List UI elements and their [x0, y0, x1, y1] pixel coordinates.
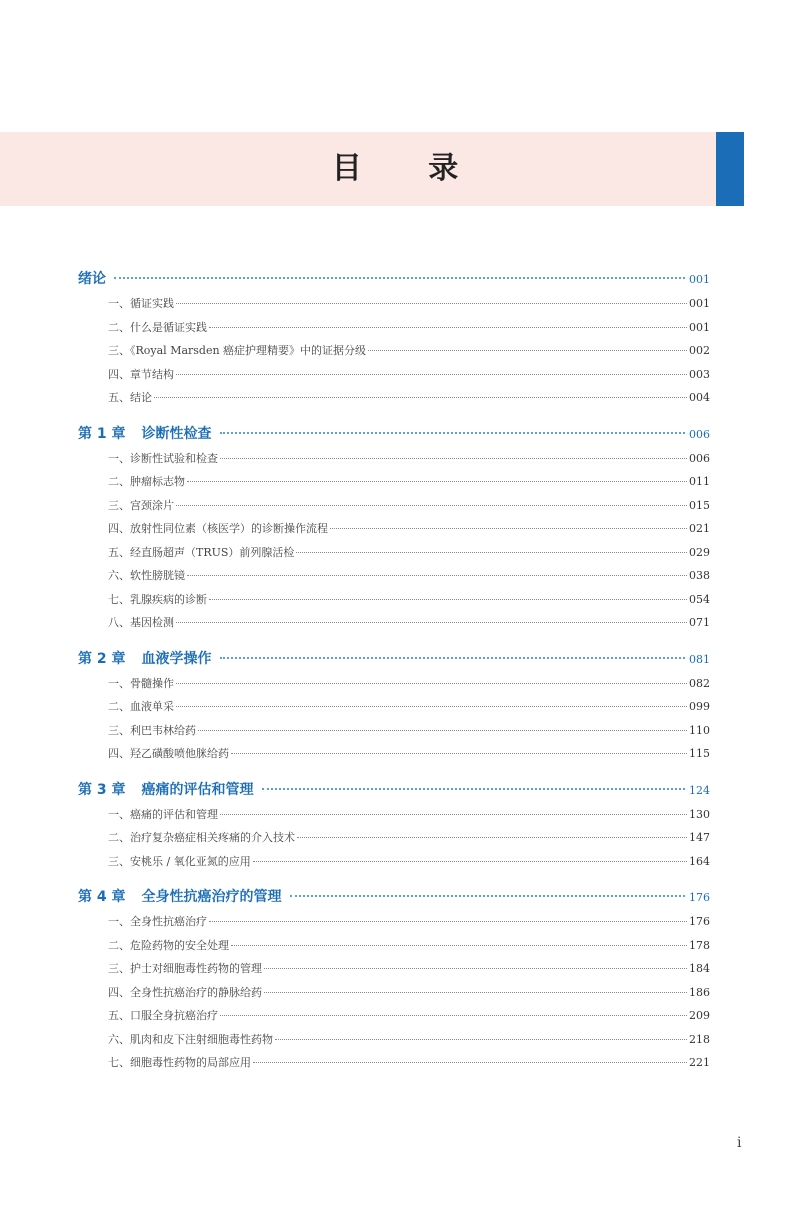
- dot-leader: [264, 968, 687, 969]
- dot-leader: [220, 814, 687, 815]
- entry-page: 001: [689, 297, 710, 310]
- chapter-page: 006: [689, 427, 710, 441]
- chapter-number: 第 3 章: [78, 781, 126, 798]
- dot-leader: [253, 1062, 687, 1063]
- entry-page: 184: [689, 962, 710, 975]
- dot-leader: [176, 622, 687, 623]
- dot-leader: [231, 753, 687, 754]
- entry-page: 178: [689, 938, 710, 952]
- toc-entry[interactable]: [78, 984, 710, 1008]
- entry-page: 004: [689, 391, 710, 404]
- toc-entry[interactable]: [78, 1007, 710, 1031]
- entry-page: 015: [689, 498, 710, 512]
- entry-label: 二、什么是循证实践: [108, 320, 207, 334]
- dot-leader: [275, 1039, 687, 1040]
- entry-label: 一、全身性抗癌治疗: [108, 915, 207, 928]
- toc-entry[interactable]: [78, 960, 710, 984]
- entry-label: 四、章节结构: [108, 367, 174, 381]
- dot-leader: [368, 350, 687, 351]
- entry-label: 四、羟乙磺酸喷他脒给药: [108, 747, 229, 760]
- toc-entry[interactable]: [78, 913, 710, 937]
- entry-label: 六、肌肉和皮下注射细胞毒性药物: [108, 1032, 273, 1046]
- entry-label: 二、危险药物的安全处理: [108, 938, 229, 952]
- dot-leader: [176, 505, 687, 506]
- entry-label: 二、血液单采: [108, 700, 174, 713]
- entry-page: 209: [689, 1009, 710, 1022]
- toc-entry[interactable]: [78, 389, 710, 413]
- page-number: i: [737, 1135, 742, 1151]
- entry-label: 三、利巴韦林给药: [108, 723, 196, 737]
- entry-label: 二、肿瘤标志物: [108, 475, 185, 488]
- entry-label: 八、基因检测: [108, 616, 174, 629]
- dot-leader: [262, 788, 686, 790]
- entry-page: 071: [689, 616, 710, 629]
- entry-page: 006: [689, 451, 710, 465]
- entry-page: 001: [689, 320, 710, 334]
- dot-leader: [330, 528, 687, 529]
- chapter-title: 全身性抗癌治疗的管理: [141, 889, 282, 905]
- dot-leader: [176, 706, 687, 707]
- entry-label: 五、结论: [108, 391, 152, 404]
- toc-entry[interactable]: [78, 366, 710, 390]
- toc-entry[interactable]: [78, 806, 710, 830]
- entry-page: 002: [689, 344, 710, 357]
- entry-page: 147: [689, 831, 710, 844]
- dot-leader: [114, 277, 685, 279]
- toc-entry[interactable]: [78, 937, 710, 961]
- toc-entry[interactable]: [78, 473, 710, 497]
- entry-page: 221: [689, 1056, 710, 1069]
- toc-entry[interactable]: [78, 450, 710, 474]
- table-of-contents: [78, 268, 710, 1088]
- dot-leader: [290, 895, 686, 897]
- toc-entry[interactable]: [78, 1031, 710, 1055]
- chapter-page: 081: [689, 652, 710, 666]
- entry-label: 五、经直肠超声（TRUS）前列腺活检: [108, 545, 295, 559]
- entry-page: 054: [689, 592, 710, 606]
- entry-label: 一、诊断性试验和检查: [108, 451, 218, 465]
- toc-entry[interactable]: [78, 853, 710, 877]
- entry-label: 三、宫颈涂片: [108, 498, 174, 512]
- chapter-title: 血液学操作: [141, 650, 212, 667]
- toc-section: [78, 886, 710, 1078]
- dot-leader: [209, 599, 687, 600]
- entry-page: 110: [689, 723, 710, 737]
- entry-label: 七、细胞毒性药物的局部应用: [108, 1056, 251, 1069]
- chapter-number: 第 2 章: [78, 650, 126, 667]
- entry-page: 115: [689, 747, 710, 760]
- entry-page: 038: [689, 569, 710, 582]
- chapter-number: 第 4 章: [78, 889, 126, 905]
- entry-label: 三、安桃乐 / 氧化亚氮的应用: [108, 854, 251, 868]
- entry-page: 176: [689, 915, 710, 928]
- entry-page: 218: [689, 1032, 710, 1046]
- dot-leader: [209, 327, 687, 328]
- page-title: 目 录: [331, 151, 487, 186]
- entry-page: 082: [689, 676, 710, 690]
- entry-label: 一、骨髓操作: [108, 676, 174, 690]
- chapter-page: 176: [689, 891, 710, 904]
- dot-leader: [187, 575, 687, 576]
- chapter-heading[interactable]: [78, 779, 710, 806]
- toc-entry[interactable]: [78, 745, 710, 769]
- entry-page: 021: [689, 522, 710, 535]
- dot-leader: [264, 992, 687, 993]
- toc-entry[interactable]: [78, 698, 710, 722]
- dot-leader: [220, 458, 687, 459]
- toc-entry[interactable]: [78, 520, 710, 544]
- chapter-page: 124: [689, 783, 710, 797]
- chapter-page: 001: [689, 273, 710, 286]
- entry-label: 三、《Royal Marsden 癌症护理精要》中的证据分级: [108, 344, 367, 357]
- chapter-number: 第 1 章: [78, 425, 126, 442]
- chapter-title: 绪论: [78, 271, 106, 287]
- entry-page: 011: [689, 475, 710, 488]
- toc-entry[interactable]: [78, 675, 710, 699]
- entry-label: 一、癌痛的评估和管理: [108, 807, 218, 821]
- dot-leader: [231, 945, 687, 946]
- entry-label: 三、护士对细胞毒性药物的管理: [108, 962, 262, 975]
- dot-leader: [187, 481, 687, 482]
- entry-label: 五、口服全身抗癌治疗: [108, 1009, 218, 1022]
- entry-label: 一、循证实践: [108, 297, 174, 310]
- dot-leader: [220, 1015, 687, 1016]
- toc-entry[interactable]: [78, 319, 710, 343]
- chapter-heading[interactable]: [78, 886, 710, 913]
- entry-label: 六、软性膀胱镜: [108, 569, 185, 582]
- chapter-title: 癌痛的评估和管理: [141, 781, 254, 798]
- dot-leader: [253, 861, 687, 862]
- dot-leader: [209, 921, 687, 922]
- chapter-heading[interactable]: [78, 268, 710, 295]
- chapter-heading[interactable]: [78, 648, 710, 675]
- entry-label: 二、治疗复杂癌症相关疼痛的介入技术: [108, 831, 295, 844]
- dot-leader: [297, 837, 687, 838]
- toc-section: [78, 268, 710, 413]
- entry-label: 七、乳腺疾病的诊断: [108, 592, 207, 606]
- entry-page: 164: [689, 854, 710, 868]
- toc-section: [78, 423, 710, 638]
- dot-leader: [198, 730, 687, 731]
- toc-entry[interactable]: [78, 544, 710, 568]
- chapter-title: 诊断性检查: [141, 425, 212, 442]
- dot-leader: [154, 397, 687, 398]
- toc-section: [78, 779, 710, 877]
- toc-entry[interactable]: [78, 497, 710, 521]
- dot-leader: [176, 303, 687, 304]
- entry-page: 099: [689, 700, 710, 713]
- entry-label: 四、全身性抗癌治疗的静脉给药: [108, 985, 262, 999]
- dot-leader: [220, 657, 686, 659]
- chapter-heading[interactable]: [78, 423, 710, 450]
- toc-section: [78, 648, 710, 769]
- toc-entry[interactable]: [78, 591, 710, 615]
- toc-entry[interactable]: [78, 722, 710, 746]
- dot-leader: [176, 374, 687, 375]
- toc-entry[interactable]: [78, 614, 710, 638]
- entry-page: 029: [689, 545, 710, 559]
- toc-entry[interactable]: [78, 829, 710, 853]
- entry-page: 186: [689, 985, 710, 999]
- entry-page: 003: [689, 367, 710, 381]
- dot-leader: [176, 683, 687, 684]
- entry-label: 四、放射性同位素（核医学）的诊断操作流程: [108, 522, 328, 535]
- toc-entry[interactable]: [78, 342, 710, 366]
- toc-entry[interactable]: [78, 295, 710, 319]
- dot-leader: [296, 552, 687, 553]
- toc-entry[interactable]: [78, 1054, 710, 1078]
- toc-entry[interactable]: [78, 567, 710, 591]
- dot-leader: [220, 432, 686, 434]
- entry-page: 130: [689, 807, 710, 821]
